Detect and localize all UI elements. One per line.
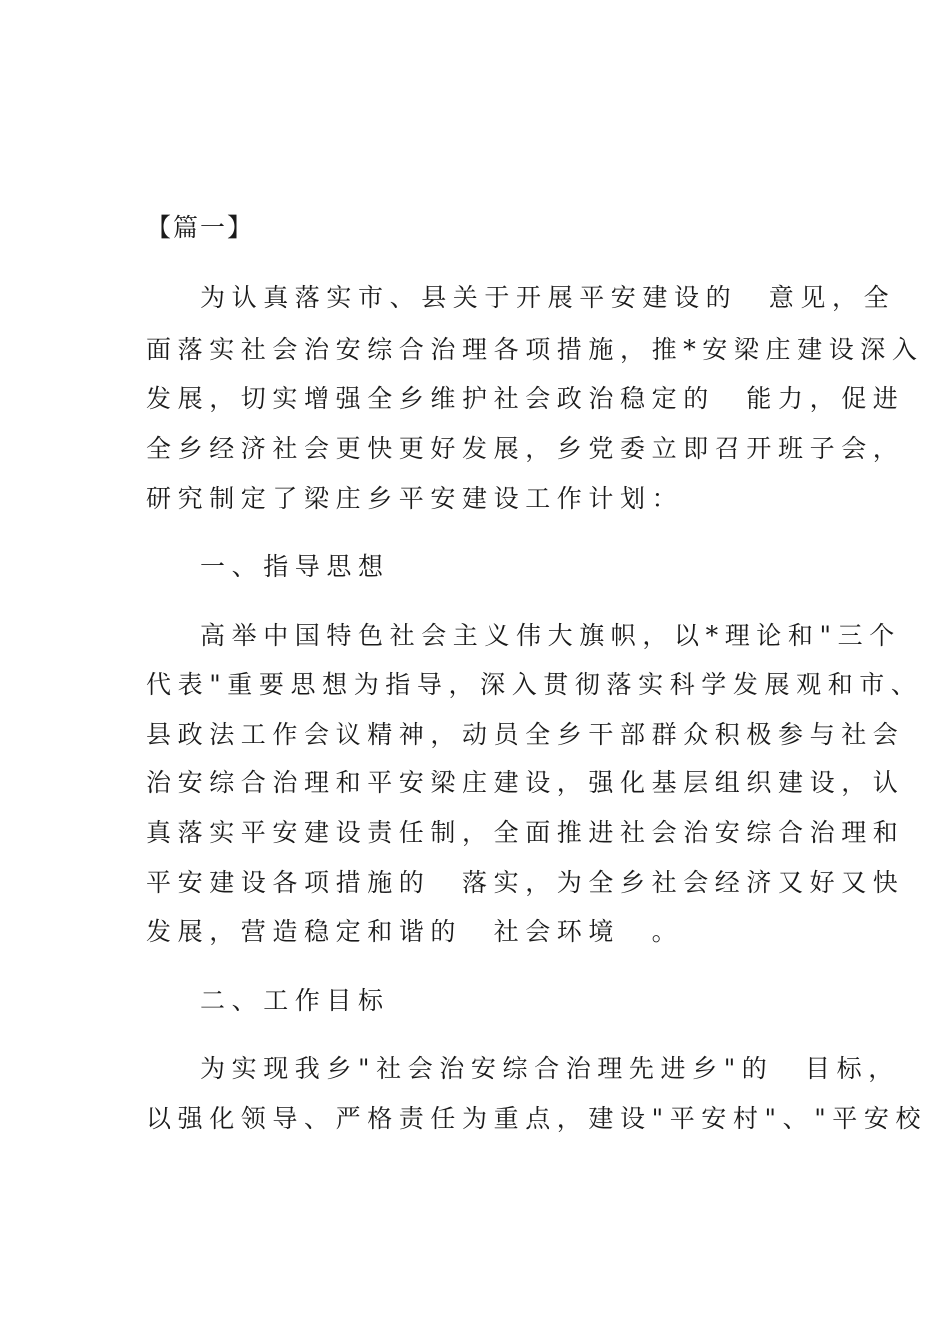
section-heading-work-goals: 二、工作目标 — [200, 986, 390, 1015]
paragraph-line: 代表"重要思想为指导，深入贯彻落实科学发展观和市、 — [146, 670, 923, 699]
paragraph-line: 高举中国特色社会主义伟大旗帜，以*理论和"三个 — [200, 621, 901, 650]
paragraph-line: 真落实平安建设责任制，全面推进社会治安综合治理和 — [146, 818, 905, 847]
paragraph-line: 发展，营造稳定和谐的 社会环境 。 — [146, 917, 684, 946]
paragraph-line: 为实现我乡"社会治安综合治理先进乡"的 目标， — [200, 1054, 900, 1083]
section-heading-guiding-ideology: 一、指导思想 — [200, 552, 390, 581]
paragraph-line: 以强化领导、严格责任为重点，建设"平安村"、"平安校 — [146, 1104, 928, 1133]
paragraph-line: 为认真落实市、县关于开展平安建设的 意见，全 — [200, 283, 896, 312]
paragraph-line: 平安建设各项措施的 落实，为全乡社会经济又好又快 — [146, 868, 905, 897]
paragraph-line: 治安综合治理和平安梁庄建设，强化基层组织建设，认 — [146, 768, 905, 797]
paragraph-line: 全乡经济社会更快更好发展，乡党委立即召开班子会， — [146, 434, 905, 463]
paragraph-line: 县政法工作会议精神，动员全乡干部群众积极参与社会 — [146, 720, 905, 749]
paragraph-line: 面落实社会治安综合治理各项措施，推*安梁庄建设深入 — [146, 335, 924, 364]
paragraph-line: 研究制定了梁庄乡平安建设工作计划： — [146, 484, 684, 513]
paragraph-line: 发展，切实增强全乡维护社会政治稳定的 能力，促进 — [146, 384, 905, 413]
section-label: 【篇一】 — [146, 213, 255, 242]
